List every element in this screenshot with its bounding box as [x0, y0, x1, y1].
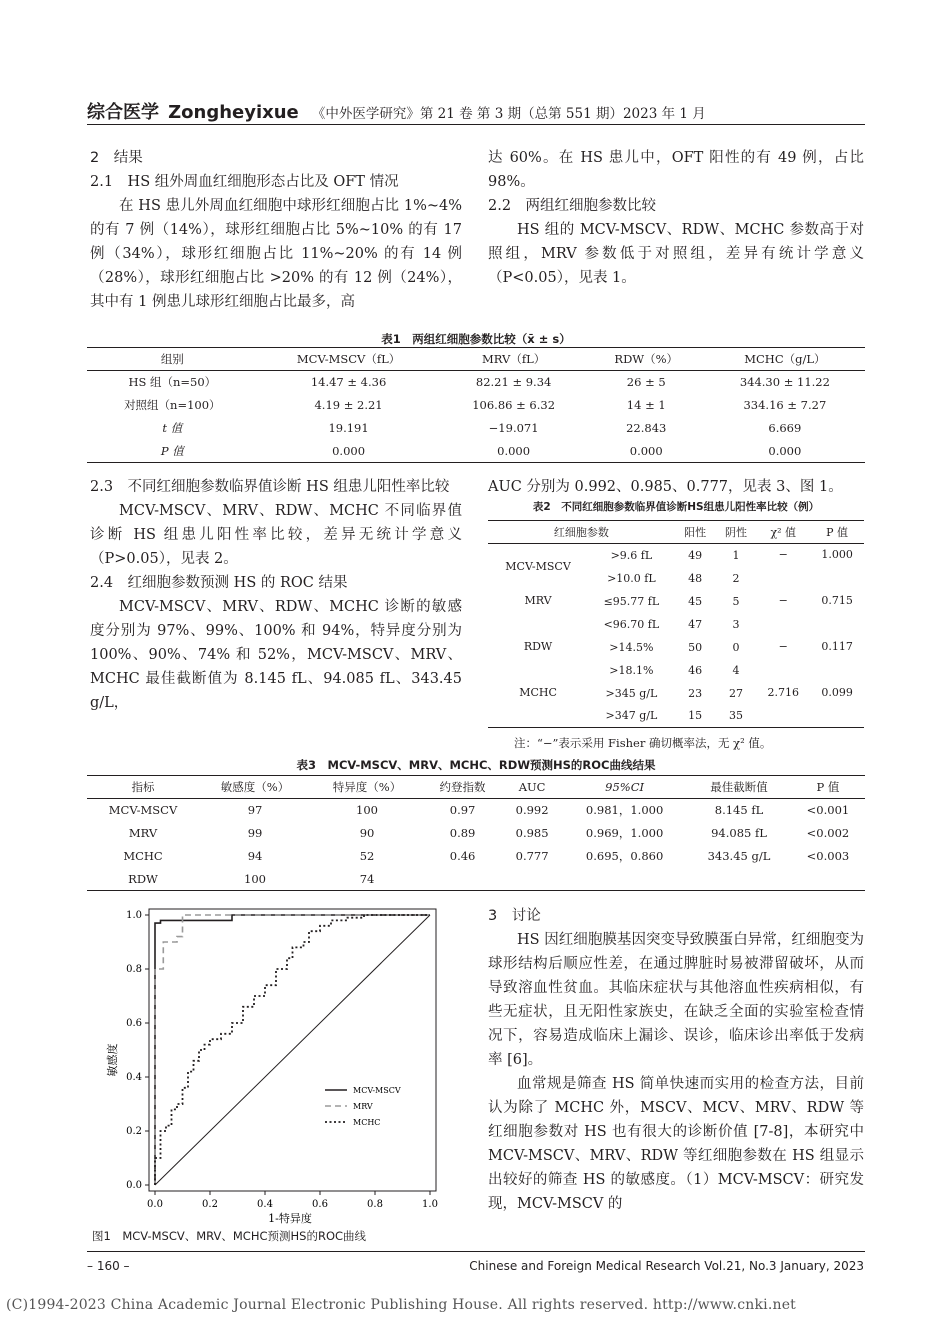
table1-cell: 14 ± 1	[626, 398, 666, 412]
legend-label: MRV	[353, 1102, 373, 1111]
table3-cell: 8.145 fL	[714, 803, 764, 818]
legend-label: MCV-MSCV	[353, 1086, 401, 1095]
table1-header: MCV-MSCV（fL）	[296, 352, 401, 366]
table3-cell: 0.97	[449, 803, 476, 818]
table1-cell: HS 组（n=50）	[128, 375, 217, 390]
header-section: 综合医学	[87, 102, 159, 123]
table1-cell: t 值	[162, 421, 183, 435]
y-tick-label: 1.0	[126, 910, 142, 921]
table3-cell: RDW	[128, 871, 158, 886]
roc-axes	[126, 909, 438, 1210]
table2-cell: >9.6 fL	[610, 548, 653, 562]
table3-cell	[423, 868, 502, 891]
table2-header: 阳性	[684, 526, 707, 539]
table2-cell: 1	[732, 548, 740, 562]
table3-header: 约登指数	[439, 780, 486, 794]
running-header	[87, 98, 865, 122]
table1-header: RDW（%）	[614, 352, 679, 366]
right-column-top	[488, 146, 864, 290]
table2-cell: 48	[688, 571, 703, 585]
y-tick-label: 0.4	[126, 1072, 142, 1083]
table1-cell: 0.000	[629, 443, 663, 458]
table-row	[488, 682, 864, 705]
table3-cell: 0.46	[449, 849, 476, 863]
table3-header: P 值	[816, 780, 840, 794]
table2-cell: RDW	[523, 639, 553, 653]
table3-cell: 52	[359, 849, 375, 863]
table-row	[488, 590, 864, 613]
roc-xlabel: 1-特异度	[268, 1212, 312, 1225]
table3-cell: 90	[359, 826, 375, 840]
table2-note: 注：“−”表示采用 Fisher 确切概率法，无 χ² 值。	[514, 736, 772, 750]
paragraph: MCV-MSCV、MRV、RDW、MCHC 诊断的敏感度分别为 97%、99%、100% 和 94%，特异度分别为 100%、90%、74% 和 52%，MCV-MSCV、MRV、MCHC 最佳截断值为 8.145 fL、94.085 fL、343.45 g/L，	[90, 599, 462, 711]
header-section-en: Zongheyixue	[168, 102, 299, 123]
table3-cell: 0.695，0.860	[585, 849, 664, 863]
table2-cell: 46	[688, 663, 703, 677]
table2-cell: 0.117	[821, 639, 853, 653]
table3-cell: 94	[247, 849, 263, 863]
table2-cell: −	[778, 548, 788, 561]
table-row	[87, 371, 865, 394]
table3-cell: <0.002	[806, 826, 850, 840]
paragraph: AUC 分别为 0.992、0.985、0.777，见表 3、图 1。	[488, 479, 843, 495]
table3-cell: 97	[247, 803, 263, 818]
table1-cell: 0.000	[332, 443, 366, 458]
table2-cell: MCV-MSCV	[505, 560, 571, 574]
table3-cell: 94.085 fL	[711, 826, 767, 840]
paragraph: 血常规是筛查 HS 简单快速而实用的检查方法，目前认为除了 MCHC 外，MSCV、MCV、MRV、RDW 等红细胞参数对 HS 也有很大的诊断价值 [7-8]，本研究中 MCV-MSCV、MRV、RDW 等红细胞参数在 HS 组显示出较好的筛查 HS 的敏感度。（1）MCV-MSCV：研究发现，MCV-MSCV 的	[488, 1076, 864, 1212]
table3-cell: MCHC	[123, 849, 163, 863]
table3-cell: 99	[247, 826, 263, 840]
table3-cell: 100	[244, 871, 266, 886]
table2-cell: 5	[732, 594, 740, 608]
table3-cell: 0.992	[515, 803, 549, 818]
table3-cell	[791, 868, 865, 891]
table2-cell: 15	[688, 709, 703, 723]
x-tick-label: 0.8	[367, 1199, 383, 1210]
table3-header: 95%CI	[605, 780, 645, 794]
table2-cell: MRV	[524, 593, 552, 607]
table3-cell: MRV	[128, 826, 158, 840]
x-tick-label: 1.0	[422, 1199, 438, 1210]
table3-cell: 0.89	[449, 826, 476, 840]
table2-header: 红细胞参数	[553, 526, 609, 539]
header-rule	[87, 124, 865, 125]
table1-cell: 14.47 ± 4.36	[310, 375, 387, 390]
table2-cell: >345 g/L	[605, 686, 658, 700]
table3-cell: 0.981，1.000	[585, 803, 664, 818]
table1-cell: P 值	[160, 443, 184, 458]
section-2-heading: 2 结果	[90, 150, 143, 166]
table1-title: 表1 两组红细胞参数比较（x̄ ± s）	[381, 332, 571, 346]
paragraph: MCV-MSCV、MRV、RDW、MCHC 不同临界值诊断 HS 组患儿阳性率比较，差异无统计学意义（P>0.05），见表 2。	[90, 503, 462, 567]
section-3-heading: 3 讨论	[488, 908, 541, 924]
table2-cell: 27	[728, 686, 743, 700]
page-number: – 160 –	[87, 1259, 130, 1273]
y-tick-label: 0.8	[126, 964, 142, 975]
paragraph: HS 组的 MCV-MSCV、RDW、MCHC 参数高于对照组，MRV 参数低于对照组，差异有统计学意义（P<0.05），见表 1。	[488, 222, 864, 286]
copyright-watermark: (C)1994-2023 China Academic Journal Electronic Publishing House. All rights reserved. http://www.cnki.net	[6, 1297, 797, 1313]
table-row	[488, 636, 864, 659]
section-2-4-heading: 2.4 红细胞参数预测 HS 的 ROC 结果	[90, 575, 348, 591]
figure1-caption: 图1 MCV-MSCV、MRV、MCHC预测HS的ROC曲线	[92, 1229, 367, 1243]
right-column-bottom	[488, 904, 864, 1216]
table1	[87, 347, 865, 463]
table2-cell: 47	[688, 617, 703, 631]
y-tick-label: 0.0	[126, 1180, 142, 1191]
table3	[87, 775, 865, 891]
table3-cell: <0.003	[806, 849, 850, 863]
table2-title: 表2 不同红细胞参数临界值诊断HS组患儿阳性率比较（例）	[532, 501, 820, 513]
table-row	[87, 845, 865, 868]
table3-cell: 0.777	[515, 849, 549, 863]
x-tick-label: 0.6	[312, 1199, 328, 1210]
x-tick-label: 0.0	[147, 1199, 163, 1210]
table3-cell: 74	[359, 871, 375, 886]
table2-cell: >10.0 fL	[607, 571, 656, 585]
table3-header: 特异度（%）	[332, 780, 402, 794]
paragraph: HS 因红细胞膜基因突变导致膜蛋白异常，红细胞变为球形结构后顺应性差，在通过脾脏时易被滞留破坏，从而导致溶血性贫血。其临床症状与其他溶血性疾病相似，有些无症状，且无阳性家族史，在缺乏全面的实验室检查情况下，容易造成临床上漏诊、误诊，临床诊出率低于发病率 [6]。	[488, 932, 864, 1068]
table2-cell: 49	[688, 548, 703, 562]
table3-header: 敏感度（%）	[220, 780, 290, 794]
y-tick-label: 0.6	[126, 1018, 142, 1029]
table2-cell: <96.70 fL	[603, 617, 660, 631]
table1-cell: 19.191	[328, 421, 369, 435]
table2-cell: 0.715	[821, 593, 853, 607]
table2-cell: MCHC	[519, 685, 557, 699]
table2-cell: 23	[688, 686, 703, 700]
table2-cell: 2	[732, 571, 740, 585]
roc-lines	[155, 915, 430, 1185]
section-2-2-heading: 2.2 两组红细胞参数比较	[488, 198, 657, 214]
roc-curve-reference	[155, 915, 430, 1185]
table3-cell: 0.985	[515, 826, 549, 840]
table1-cell: 4.19 ± 2.21	[314, 398, 383, 412]
table-row	[488, 544, 864, 567]
roc-ylabel: 敏感度	[106, 1043, 119, 1077]
table1-cell: 22.843	[626, 421, 667, 435]
table1-header: MRV（fL）	[482, 352, 546, 366]
x-tick-label: 0.2	[202, 1199, 218, 1210]
table-row	[87, 822, 865, 845]
table1-cell: 82.21 ± 9.34	[475, 375, 552, 390]
right-column-mid	[488, 475, 864, 499]
table1-cell: −19.071	[488, 421, 539, 435]
table3-title: 表3 MCV-MSCV、MRV、MCHC、RDW预测HS的ROC曲线结果	[296, 758, 656, 772]
table1-cell: 344.30 ± 11.22	[739, 375, 830, 390]
footer-journal: Chinese and Foreign Medical Research Vol.21, No.3 January, 2023	[469, 1259, 864, 1273]
table-row	[87, 868, 865, 891]
table3-cell: 0.969，1.000	[585, 826, 664, 840]
table1-cell: 26 ± 5	[626, 375, 666, 390]
table3-cell: <0.001	[806, 803, 850, 818]
x-tick-label: 0.4	[257, 1199, 273, 1210]
table3-header: 最佳截断值	[710, 780, 768, 794]
table1-header: 组别	[160, 352, 184, 366]
table3-cell: 100	[356, 803, 378, 818]
table1-cell: 0.000	[768, 443, 802, 458]
table2-cell: 0	[732, 640, 740, 654]
table-row	[87, 417, 865, 440]
table1-header: MCHC（g/L）	[744, 352, 826, 366]
legend-label: MCHC	[353, 1118, 381, 1127]
table2-cell: −	[778, 639, 788, 653]
left-column-top	[90, 146, 462, 314]
table2-cell: 35	[728, 709, 743, 723]
table-row	[87, 799, 865, 822]
left-column-mid	[90, 475, 462, 715]
table2-cell: >347 g/L	[605, 709, 658, 723]
table3-cell: MCV-MSCV	[108, 803, 178, 818]
table2-cell: ≤95.77 fL	[603, 594, 660, 608]
table-row	[87, 440, 865, 463]
table2-cell: 0.099	[821, 685, 853, 699]
table2-cell: −	[778, 593, 788, 607]
table3-cell: 343.45 g/L	[707, 849, 771, 863]
table2-cell: 4	[732, 663, 740, 677]
table3-header: 指标	[131, 780, 155, 794]
table3-cell	[687, 868, 791, 891]
footer-rule	[87, 1251, 865, 1252]
header-journal: 《中外医学研究》第 21 卷 第 3 期（总第 551 期）2023 年 1 月	[311, 106, 706, 122]
table2-cell: 2.716	[767, 685, 800, 699]
table2-cell: 50	[688, 640, 703, 654]
table2-cell: >14.5%	[609, 640, 654, 654]
table2-cell: >18.1%	[609, 663, 654, 677]
y-tick-label: 0.2	[126, 1126, 142, 1137]
table2-header: 阴性	[724, 526, 747, 539]
table3-cell	[502, 868, 562, 891]
table1-cell: 0.000	[497, 443, 531, 458]
table2-header: P 值	[826, 526, 849, 539]
roc-legend	[325, 1086, 401, 1127]
table1-cell: 334.16 ± 7.27	[743, 398, 827, 412]
table2-cell: 45	[688, 594, 703, 608]
table1-cell: 106.86 ± 6.32	[472, 398, 556, 412]
table1-cell: 对照组（n=100）	[124, 398, 221, 412]
table1-cell: 6.669	[768, 421, 802, 435]
paragraph: 在 HS 患儿外周血红细胞中球形红细胞占比 1%~4% 的有 7 例（14%），球形红细胞占比 5%~10% 的有 17 例（34%），球形红细胞占比 11%~20% 的有 14 例（28%），球形红细胞占比 >20% 的有 12 例（24%），其中有 1 例患儿球形红细胞占比最多，高	[90, 198, 462, 310]
table-row	[87, 394, 865, 417]
section-2-3-heading: 2.3 不同红细胞参数临界值诊断 HS 组患儿阳性率比较	[90, 479, 450, 495]
roc-chart	[100, 900, 450, 1225]
table2-cell: 3	[732, 617, 740, 631]
table2-header: χ² 值	[770, 526, 797, 539]
section-2-1-heading: 2.1 HS 组外周血红细胞形态占比及 OFT 情况	[90, 174, 399, 190]
table3-cell	[562, 868, 687, 891]
table2	[488, 520, 864, 728]
table3-header: AUC	[518, 780, 546, 794]
table2-cell: 1.000	[821, 548, 853, 561]
paragraph: 达 60%。在 HS 患儿中，OFT 阳性的有 49 例，占比 98%。	[488, 150, 864, 190]
